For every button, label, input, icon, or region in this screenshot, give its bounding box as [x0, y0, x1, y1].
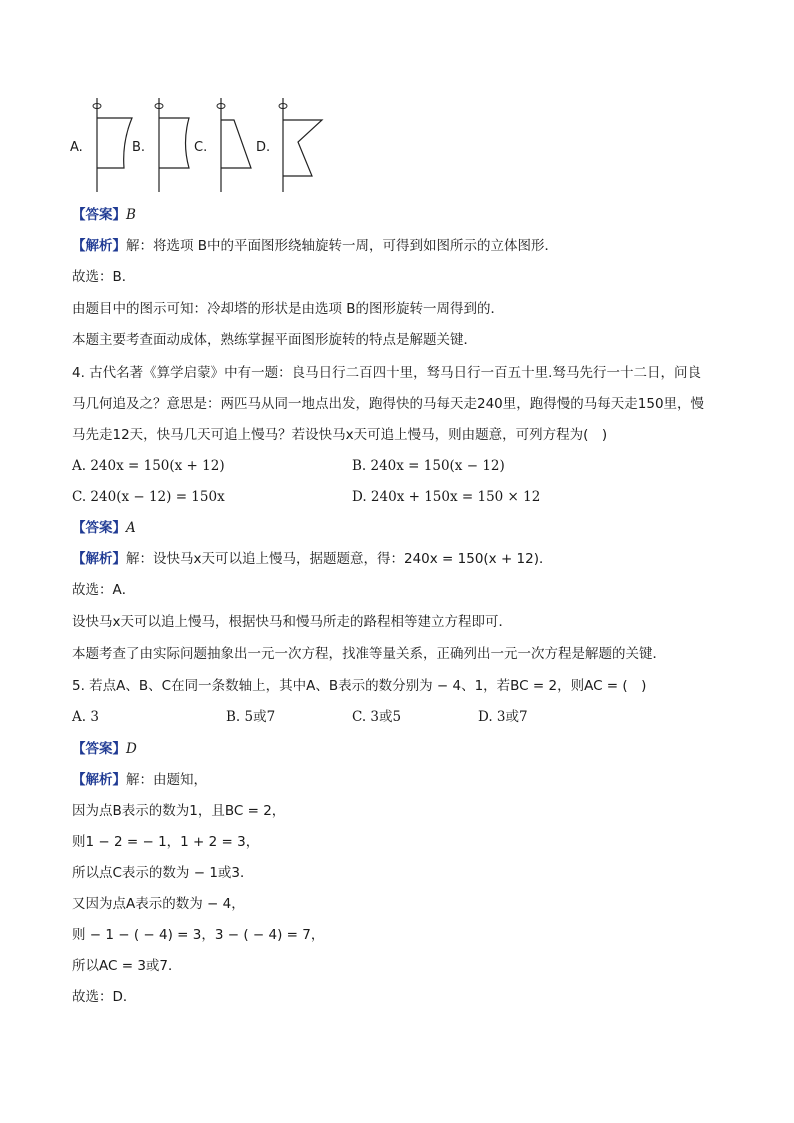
- figure-option-a: [70, 96, 140, 196]
- q5-answer-value: D: [126, 741, 137, 757]
- q4-note-2: 本题考查了由实际问题抽象出一元一次方程，找准等量关系，正确列出一元一次方程是解题的关键．: [72, 646, 666, 662]
- q4-analysis-line: [72, 549, 553, 569]
- figure-options: [70, 96, 370, 196]
- q4-analysis-tag: 【解析】: [72, 551, 126, 567]
- q4-answer-line: [72, 518, 136, 538]
- q3-choose: 故选：B．: [72, 269, 136, 285]
- q3-answer-line: [72, 205, 136, 225]
- q4-stem-2: 马几何追及之？意思是：两匹马从同一地点出发，跑得快的马每天走240里，跑得慢的马每天走150里，慢: [72, 396, 705, 412]
- q4-choose: 故选：A．: [72, 582, 136, 598]
- q3-note-1: 由题目中的图示可知：冷却塔的形状是由选项 B的图形旋转一周得到的．: [72, 301, 505, 317]
- q4-option-b: B. 240x = 150(x − 12): [352, 458, 505, 474]
- figure-label-c: C.: [194, 140, 208, 155]
- q5-stem-1: 5. 若点A、B、C在同一条数轴上，其中A、B表示的数分别为 − 4、1，若BC = 2，则AC = ( ): [72, 678, 647, 694]
- q4-stem-3: 马先走12天，快马几天可追上慢马？若设快马x天可追上慢马，则由题意，可列方程为( ): [72, 427, 608, 443]
- q3-note-2: 本题主要考查面动成体，熟练掌握平面图形旋转的特点是解题关键．: [72, 332, 477, 348]
- q5-analysis-line: [72, 770, 207, 790]
- shape-c-icon: [194, 96, 264, 196]
- q5-option-d: D. 3或7: [478, 709, 528, 725]
- q5-answer-tag: 【答案】: [72, 741, 126, 757]
- figure-label-b: B.: [132, 140, 146, 155]
- q4-option-c: C. 240(x − 12) = 150x: [72, 489, 225, 505]
- q5-step-5: 则 − 1 − ( − 4) = 3，3 − ( − 4) = 7，: [72, 927, 325, 943]
- q5-choose: 故选：D．: [72, 989, 137, 1005]
- q4-answer-value: A: [126, 520, 136, 536]
- q4-stem-1: 4. 古代名著《算学启蒙》中有一题：良马日行二百四十里，驽马日行一百五十里.驽马先行一十二日，问良: [72, 365, 701, 381]
- q5-step-2: 则1 − 2 = − 1，1 + 2 = 3，: [72, 834, 260, 850]
- figure-option-b: [132, 96, 202, 196]
- q5-option-c: C. 3或5: [352, 709, 402, 725]
- q5-step-3: 所以点C表示的数为 − 1或3．: [72, 865, 254, 881]
- q3-answer-tag: 【答案】: [72, 207, 126, 223]
- q5-option-a: A. 3: [72, 709, 99, 725]
- q5-step-6: 所以AC = 3或7．: [72, 958, 182, 974]
- q5-answer-line: [72, 739, 137, 759]
- figure-option-d: [256, 96, 346, 196]
- q3-analysis-line: [72, 236, 558, 256]
- figure-option-c: [194, 96, 264, 196]
- q5-option-b: B. 5或7: [226, 709, 276, 725]
- q5-step-1: 因为点B表示的数为1，且BC = 2，: [72, 803, 286, 819]
- shape-b-icon: [132, 96, 202, 196]
- q5-analysis-text: 解：由题知，: [126, 772, 207, 788]
- q4-option-a: A. 240x = 150(x + 12): [72, 458, 225, 474]
- q4-note-1: 设快马x天可以追上慢马，根据快马和慢马所走的路程相等建立方程即可．: [72, 614, 512, 630]
- shape-d-icon: [256, 96, 346, 196]
- q3-analysis-tag: 【解析】: [72, 238, 126, 254]
- q4-option-d: D. 240x + 150x = 150 × 12: [352, 489, 541, 505]
- q5-step-4: 又因为点A表示的数为 − 4，: [72, 896, 245, 912]
- q4-analysis-text: 解：设快马x天可以追上慢马，据题题意，得：240x = 150(x + 12)．: [126, 551, 553, 567]
- q4-answer-tag: 【答案】: [72, 520, 126, 536]
- figure-label-a: A.: [70, 140, 83, 155]
- shape-a-icon: [70, 96, 140, 196]
- q5-analysis-tag: 【解析】: [72, 772, 126, 788]
- q3-analysis-text: 解：将选项 B中的平面图形绕轴旋转一周，可得到如图所示的立体图形．: [126, 238, 559, 254]
- q3-answer-value: B: [126, 207, 136, 223]
- figure-label-d: D.: [256, 140, 271, 155]
